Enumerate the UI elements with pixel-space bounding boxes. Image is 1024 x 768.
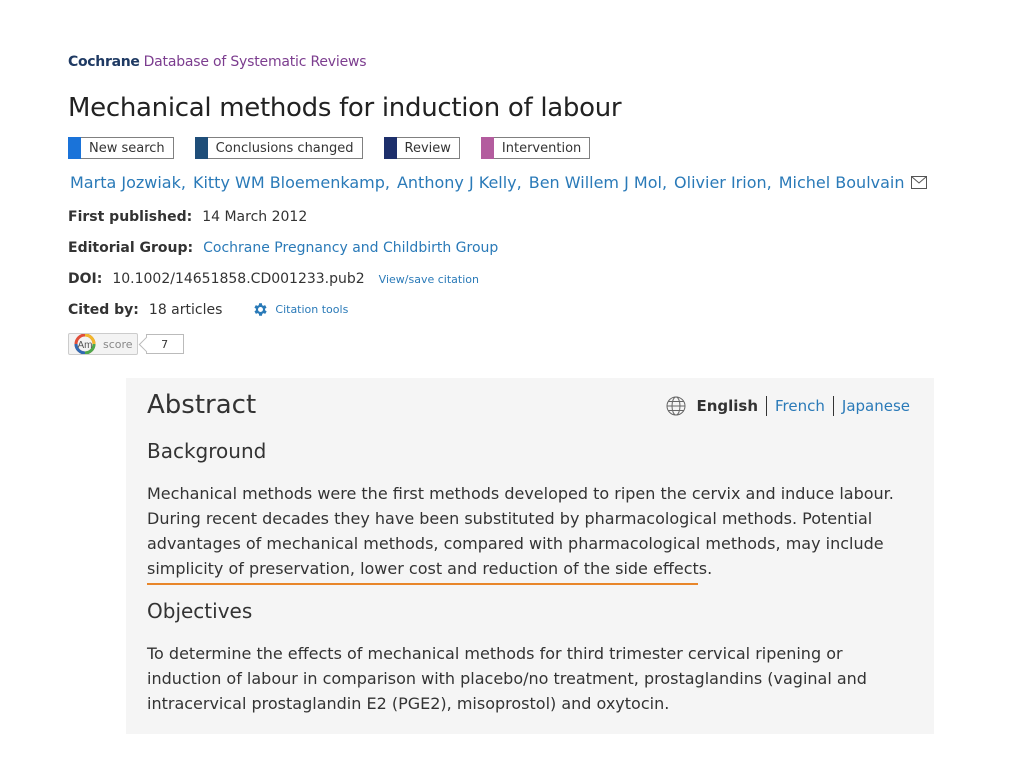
tag-label: Intervention — [501, 140, 582, 156]
highlight-underline — [147, 583, 698, 585]
view-save-citation-link[interactable]: View/save citation — [378, 272, 479, 286]
tag-label: Conclusions changed — [215, 140, 354, 156]
tag-swatch — [195, 137, 208, 159]
doi-value: 10.1002/14651858.CD001233.pub2 — [112, 271, 365, 287]
cited-by-value: 18 articles — [148, 301, 223, 318]
editorial-group-label: Editorial Group: — [68, 240, 194, 256]
altmetric-prefix: Am — [77, 340, 93, 351]
background-text: Mechanical methods were the first methods developed to ripen the cervix and induce labour. During recent decades they have been substituted by pharmacological methods. Potential advantages of mechanical methods, compared with pharmacological methods, may include simplicity of preservation, lower cost and reduction of the side effects. — [147, 484, 894, 578]
tag-label: Review — [404, 140, 451, 156]
altmetric-badge — [68, 333, 138, 355]
tag-intervention[interactable] — [481, 137, 590, 159]
background-heading: Background — [147, 439, 267, 463]
page-title: Mechanical methods for induction of labour — [68, 93, 622, 123]
tag-conclusions-changed[interactable] — [195, 137, 363, 159]
globe-icon — [666, 396, 686, 416]
editorial-group-row — [68, 240, 498, 256]
objectives-heading: Objectives — [147, 599, 253, 623]
tag-new-search[interactable] — [68, 137, 174, 159]
first-published-label: First published: — [68, 209, 193, 225]
editorial-group-link[interactable]: Cochrane Pregnancy and Childbirth Group — [203, 240, 499, 256]
altmetric-score-label: score — [103, 337, 133, 351]
author-separator: , — [516, 173, 522, 192]
gear-icon[interactable] — [252, 301, 269, 318]
language-switcher — [666, 396, 910, 416]
author-link[interactable]: Ben Willem J Mol — [528, 173, 662, 192]
doi-row — [68, 271, 479, 287]
altmetric-widget[interactable] — [68, 333, 184, 355]
author-link[interactable]: Kitty WM Bloemenkamp — [192, 173, 385, 192]
language-divider — [766, 396, 767, 416]
citation-tools-link[interactable]: Citation tools — [275, 303, 349, 316]
altmetric-donut-icon — [69, 334, 103, 354]
first-published-row — [68, 209, 307, 225]
cited-by-label: Cited by: — [68, 301, 139, 318]
altmetric-score — [146, 334, 184, 354]
author-link[interactable]: Michel Boulvain — [778, 173, 905, 192]
author-link[interactable]: Anthony J Kelly — [396, 173, 517, 192]
doi-label: DOI: — [68, 271, 103, 287]
author-separator: , — [384, 173, 390, 192]
author-link[interactable]: Olivier Irion — [674, 173, 767, 192]
tag-swatch — [68, 137, 81, 159]
cited-by-row — [68, 301, 348, 318]
brand-database: Database of Systematic Reviews — [143, 54, 367, 70]
tag-swatch — [384, 137, 397, 159]
first-published-value: 14 March 2012 — [202, 209, 308, 225]
journal-brand[interactable] — [68, 54, 366, 70]
abstract-panel — [126, 378, 934, 734]
language-divider — [833, 396, 834, 416]
email-icon[interactable] — [911, 176, 927, 189]
objectives-text: To determine the effects of mechanical methods for third trimester cervical ripening or induction of labour in comparison with placebo/no treatment, prostaglandins (vaginal and intracervical prostaglandin E2 (PGE2), misoprostol) and oxytocin. — [147, 644, 867, 713]
language-english: English — [696, 397, 759, 415]
abstract-heading: Abstract — [147, 390, 257, 420]
tag-swatch — [481, 137, 494, 159]
language-japanese[interactable]: Japanese — [841, 397, 910, 415]
author-separator: , — [766, 173, 772, 192]
author-separator: , — [661, 173, 668, 192]
altmetric-score-value: 7 — [161, 337, 169, 351]
tag-label: New search — [89, 140, 165, 156]
review-tags — [68, 137, 590, 159]
brand-cochrane: Cochrane — [68, 54, 140, 70]
author-list — [70, 173, 927, 192]
tag-review[interactable] — [384, 137, 460, 159]
author-link[interactable]: Marta Jozwiak — [70, 173, 181, 192]
author-separator: , — [180, 173, 186, 192]
language-french[interactable]: French — [775, 397, 825, 415]
